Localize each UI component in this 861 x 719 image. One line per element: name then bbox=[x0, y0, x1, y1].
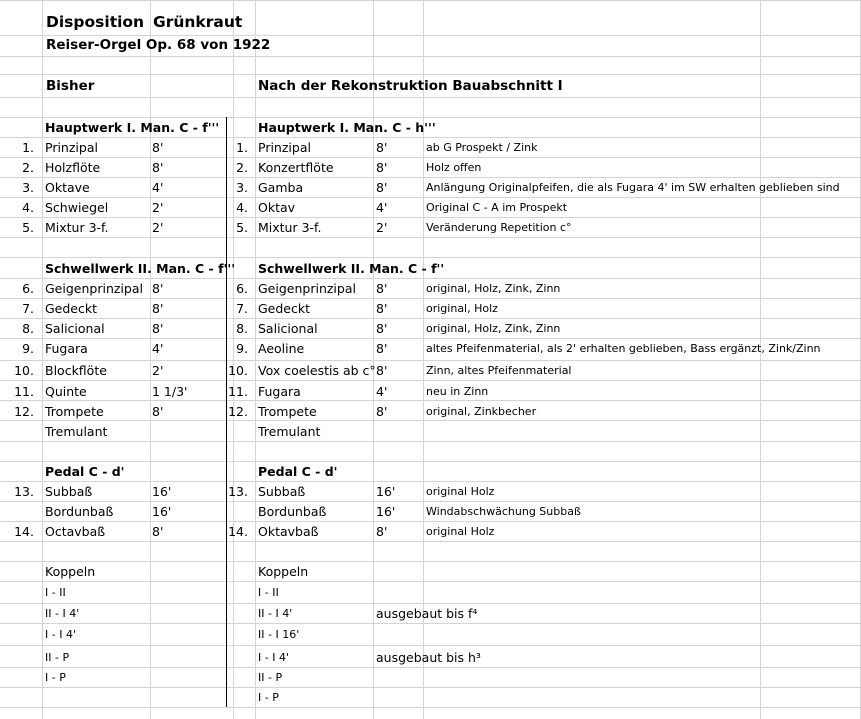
register-size[interactable]: 8' bbox=[376, 301, 388, 316]
register-name[interactable]: Oktavbaß bbox=[258, 524, 319, 539]
before-pedal-heading[interactable]: Pedal C - d' bbox=[45, 464, 125, 479]
register-name[interactable]: Prinzipal bbox=[45, 140, 98, 155]
register-number[interactable]: 12. bbox=[228, 404, 248, 419]
grid-line bbox=[0, 360, 861, 361]
register-size[interactable]: 1 1/3' bbox=[152, 384, 188, 399]
register-name[interactable]: Quinte bbox=[45, 384, 87, 399]
register-note[interactable]: Anlängung Originalpfeifen, die als Fugara 4' im SW erhalten geblieben sind bbox=[426, 181, 840, 194]
register-size[interactable]: 8' bbox=[376, 160, 388, 175]
grid-line bbox=[0, 623, 861, 624]
before-hauptwerk-heading[interactable]: Hauptwerk I. Man. C - f''' bbox=[45, 120, 220, 135]
grid-line bbox=[0, 117, 861, 118]
grid-line bbox=[0, 0, 861, 1]
grid-line bbox=[0, 157, 861, 158]
register-number[interactable]: 14. bbox=[14, 524, 34, 539]
register-name[interactable]: Schwiegel bbox=[45, 200, 109, 215]
register-number[interactable]: 8. bbox=[236, 321, 248, 336]
grid-line bbox=[0, 521, 861, 522]
grid-line bbox=[0, 380, 861, 381]
register-number[interactable]: 5. bbox=[22, 220, 34, 235]
register-note[interactable]: altes Pfeifenmaterial, als 2' erhalten geblieben, Bass ergänzt, Zink/Zinn bbox=[426, 342, 821, 355]
register-number[interactable]: 4. bbox=[236, 200, 248, 215]
coupler-label[interactable]: II - I 16' bbox=[258, 628, 300, 641]
grid-line bbox=[0, 645, 861, 646]
register-name[interactable]: Salicional bbox=[45, 321, 105, 336]
subtitle[interactable]: Reiser-Orgel Op. 68 von 1922 bbox=[46, 37, 271, 53]
grid-line bbox=[0, 441, 861, 442]
register-name[interactable]: Octavbaß bbox=[45, 524, 106, 539]
register-name[interactable]: Tremulant bbox=[45, 424, 108, 439]
register-note[interactable]: original, Zinkbecher bbox=[426, 405, 537, 418]
register-size[interactable]: 8' bbox=[376, 140, 388, 155]
after-hauptwerk-heading[interactable]: Hauptwerk I. Man. C - h''' bbox=[258, 120, 436, 135]
register-size[interactable]: 8' bbox=[376, 341, 388, 356]
register-number[interactable]: 11. bbox=[228, 384, 248, 399]
register-size[interactable]: 2' bbox=[376, 220, 388, 235]
register-name[interactable]: Bordunbaß bbox=[258, 504, 327, 519]
grid-line bbox=[0, 74, 861, 75]
register-number[interactable]: 6. bbox=[236, 281, 248, 296]
register-name[interactable]: Fugara bbox=[45, 341, 88, 356]
register-size[interactable]: 4' bbox=[376, 200, 388, 215]
column-heading-before[interactable]: Bisher bbox=[46, 78, 95, 94]
before-koppeln-heading[interactable]: Koppeln bbox=[45, 564, 96, 579]
coupler-note[interactable]: ausgebaut bis h³ bbox=[376, 650, 481, 665]
coupler-label[interactable]: I - II bbox=[258, 586, 279, 599]
register-number[interactable]: 1. bbox=[22, 140, 34, 155]
register-name[interactable]: Geigenprinzipal bbox=[258, 281, 356, 296]
register-note[interactable]: Holz offen bbox=[426, 161, 482, 174]
register-size[interactable]: 16' bbox=[376, 484, 396, 499]
register-size[interactable]: 8' bbox=[152, 160, 164, 175]
grid-line bbox=[0, 56, 861, 57]
register-number[interactable]: 2. bbox=[236, 160, 248, 175]
register-name[interactable]: Gedeckt bbox=[45, 301, 98, 316]
register-size[interactable]: 8' bbox=[376, 321, 388, 336]
register-size[interactable]: 8' bbox=[152, 404, 164, 419]
coupler-label[interactable]: II - P bbox=[258, 671, 283, 684]
grid-line bbox=[0, 237, 861, 238]
register-name[interactable]: Mixtur 3-f. bbox=[258, 220, 322, 235]
register-name[interactable]: Blockflöte bbox=[45, 363, 107, 378]
register-name[interactable]: Subbaß bbox=[258, 484, 306, 499]
grid-line bbox=[0, 177, 861, 178]
grid-line bbox=[0, 461, 861, 462]
register-number[interactable]: 10. bbox=[228, 363, 248, 378]
register-size[interactable]: 16' bbox=[152, 484, 172, 499]
register-number[interactable]: 9. bbox=[236, 341, 248, 356]
register-number[interactable]: 13. bbox=[14, 484, 34, 499]
title-left[interactable]: Disposition bbox=[46, 13, 145, 31]
register-number[interactable]: 7. bbox=[236, 301, 248, 316]
register-name[interactable]: Trompete bbox=[258, 404, 317, 419]
register-size[interactable]: 8' bbox=[376, 180, 388, 195]
coupler-note[interactable]: ausgebaut bis f⁴ bbox=[376, 606, 478, 621]
grid-line bbox=[0, 501, 861, 502]
register-name[interactable]: Fugara bbox=[258, 384, 301, 399]
register-number[interactable]: 14. bbox=[228, 524, 248, 539]
register-number[interactable]: 5. bbox=[236, 220, 248, 235]
register-size[interactable]: 2' bbox=[152, 220, 164, 235]
grid-line bbox=[0, 603, 861, 604]
before-schwellwerk-heading[interactable]: Schwellwerk II. Man. C - f''' bbox=[45, 261, 236, 276]
grid-line bbox=[0, 400, 861, 401]
register-size[interactable]: 8' bbox=[376, 524, 388, 539]
register-name[interactable]: Trompete bbox=[45, 404, 104, 419]
register-note[interactable]: original, Holz, Zink, Zinn bbox=[426, 282, 561, 295]
register-number[interactable]: 12. bbox=[14, 404, 34, 419]
grid-line bbox=[0, 35, 861, 36]
coupler-label[interactable]: I - I 4' bbox=[258, 651, 289, 664]
register-name[interactable]: Gamba bbox=[258, 180, 304, 195]
grid-line bbox=[0, 197, 861, 198]
register-note[interactable]: original Holz bbox=[426, 485, 495, 498]
register-number[interactable]: 2. bbox=[22, 160, 34, 175]
register-number[interactable]: 10. bbox=[14, 363, 34, 378]
register-note[interactable]: Windabschwächung Subbaß bbox=[426, 505, 581, 518]
register-size[interactable]: 4' bbox=[376, 384, 388, 399]
register-number[interactable]: 7. bbox=[22, 301, 34, 316]
column-heading-after[interactable]: Nach der Rekonstruktion Bauabschnitt I bbox=[258, 78, 563, 94]
grid-line bbox=[0, 561, 861, 562]
grid-line bbox=[0, 217, 861, 218]
title-right[interactable]: Grünkraut bbox=[153, 13, 243, 31]
grid-line bbox=[0, 298, 861, 299]
register-size[interactable]: 16' bbox=[152, 504, 172, 519]
register-number[interactable]: 3. bbox=[22, 180, 34, 195]
register-name[interactable]: Tremulant bbox=[258, 424, 321, 439]
register-number[interactable]: 13. bbox=[228, 484, 248, 499]
coupler-label[interactable]: I - P bbox=[258, 691, 279, 704]
coupler-label[interactable]: II - P bbox=[45, 651, 70, 664]
register-name[interactable]: Geigenprinzipal bbox=[45, 281, 143, 296]
register-note[interactable]: original, Holz, Zink, Zinn bbox=[426, 322, 561, 335]
register-note[interactable]: Original C - A im Prospekt bbox=[426, 201, 568, 214]
coupler-label[interactable]: I - P bbox=[45, 671, 66, 684]
register-name[interactable]: Salicional bbox=[258, 321, 318, 336]
register-size[interactable]: 8' bbox=[152, 524, 164, 539]
register-number[interactable]: 6. bbox=[22, 281, 34, 296]
grid-line bbox=[0, 481, 861, 482]
register-name[interactable]: Oktave bbox=[45, 180, 90, 195]
grid-line bbox=[0, 257, 861, 258]
register-number[interactable]: 4. bbox=[22, 200, 34, 215]
after-pedal-heading[interactable]: Pedal C - d' bbox=[258, 464, 338, 479]
register-number[interactable]: 9. bbox=[22, 341, 34, 356]
register-size[interactable]: 8' bbox=[152, 321, 164, 336]
register-name[interactable]: Vox coelestis ab c° bbox=[258, 363, 376, 378]
coupler-label[interactable]: I - I 4' bbox=[45, 628, 76, 641]
register-size[interactable]: 8' bbox=[152, 301, 164, 316]
register-number[interactable]: 8. bbox=[22, 321, 34, 336]
grid-line bbox=[0, 278, 861, 279]
grid-line bbox=[0, 420, 861, 421]
register-size[interactable]: 4' bbox=[152, 341, 164, 356]
register-size[interactable]: 2' bbox=[152, 200, 164, 215]
coupler-label[interactable]: I - II bbox=[45, 586, 66, 599]
register-name[interactable]: Gedeckt bbox=[258, 301, 311, 316]
register-note[interactable]: original, Holz bbox=[426, 302, 498, 315]
register-name[interactable]: Oktav bbox=[258, 200, 296, 215]
coupler-label[interactable]: II - I 4' bbox=[258, 607, 293, 620]
register-size[interactable]: 4' bbox=[152, 180, 164, 195]
register-name[interactable]: Prinzipal bbox=[258, 140, 311, 155]
after-schwellwerk-heading[interactable]: Schwellwerk II. Man. C - f'' bbox=[258, 261, 445, 276]
register-note[interactable]: Zinn, altes Pfeifenmaterial bbox=[426, 364, 572, 377]
register-name[interactable]: Mixtur 3-f. bbox=[45, 220, 109, 235]
grid-line bbox=[0, 581, 861, 582]
register-number[interactable]: 11. bbox=[14, 384, 34, 399]
register-number[interactable]: 1. bbox=[236, 140, 248, 155]
register-note[interactable]: ab G Prospekt / Zink bbox=[426, 141, 538, 154]
grid-line bbox=[0, 687, 861, 688]
grid-line bbox=[0, 541, 861, 542]
register-note[interactable]: neu in Zinn bbox=[426, 385, 489, 398]
register-size[interactable]: 16' bbox=[376, 504, 396, 519]
coupler-label[interactable]: II - I 4' bbox=[45, 607, 80, 620]
register-size[interactable]: 8' bbox=[152, 140, 164, 155]
register-name[interactable]: Holzflöte bbox=[45, 160, 101, 175]
register-size[interactable]: 8' bbox=[376, 363, 388, 378]
register-name[interactable]: Bordunbaß bbox=[45, 504, 114, 519]
column-separator bbox=[226, 117, 227, 707]
grid-line bbox=[0, 97, 861, 98]
register-name[interactable]: Subbaß bbox=[45, 484, 93, 499]
grid-line bbox=[0, 338, 861, 339]
grid-line bbox=[0, 318, 861, 319]
grid-line bbox=[0, 707, 861, 708]
register-size[interactable]: 8' bbox=[376, 404, 388, 419]
register-size[interactable]: 2' bbox=[152, 363, 164, 378]
register-note[interactable]: original Holz bbox=[426, 525, 495, 538]
register-number[interactable]: 3. bbox=[236, 180, 248, 195]
register-name[interactable]: Aeoline bbox=[258, 341, 305, 356]
grid-line bbox=[0, 667, 861, 668]
register-note[interactable]: Veränderung Repetition c° bbox=[426, 221, 572, 234]
register-size[interactable]: 8' bbox=[152, 281, 164, 296]
register-name[interactable]: Konzertflöte bbox=[258, 160, 334, 175]
register-size[interactable]: 8' bbox=[376, 281, 388, 296]
grid-line bbox=[0, 137, 861, 138]
after-koppeln-heading[interactable]: Koppeln bbox=[258, 564, 309, 579]
